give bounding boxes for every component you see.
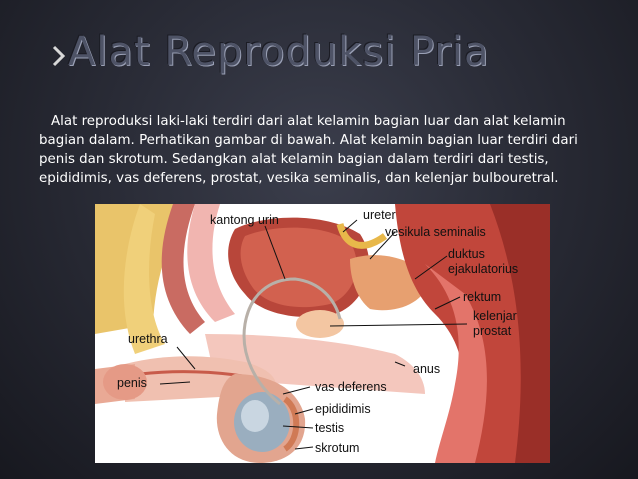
label-anus: anus — [413, 362, 441, 376]
label-testis: testis — [315, 421, 345, 435]
label-prostat: prostat — [473, 324, 512, 338]
label-vesikula-seminalis: vesikula seminalis — [385, 225, 486, 239]
label-rektum: rektum — [463, 290, 502, 304]
label-duktus: duktus — [448, 247, 485, 261]
label-ejakulatorius: ejakulatorius — [448, 262, 519, 276]
chevron-right-icon — [52, 45, 66, 67]
label-skrotum: skrotum — [315, 441, 360, 455]
label-epididimis: epididimis — [315, 402, 371, 416]
anatomy-diagram — [95, 204, 550, 463]
slide-title: Alat Reproduksi Pria — [68, 29, 490, 75]
label-ureter: ureter — [363, 208, 396, 222]
slide-body-text: Alat reproduksi laki-laki terdiri dari alat kelamin bagian luar dan alat kelamin bagian dalam. Perhatikan gambar di bawah. Alat kelamin bagian luar terdiri dari penis dan skrotum. Sedangkan alat kelamin bagian dalam terdiri dari testis, epididimis, vas deferens, prostat, vesika seminalis, dan kelenjar bulbouretral. — [39, 114, 578, 186]
label-penis: penis — [117, 376, 147, 390]
label-kelenjar: kelenjar — [473, 309, 517, 323]
label-kantong-urin: kantong urin — [210, 213, 279, 227]
label-vas-deferens: vas deferens — [315, 380, 387, 394]
label-urethra: urethra — [128, 332, 168, 346]
